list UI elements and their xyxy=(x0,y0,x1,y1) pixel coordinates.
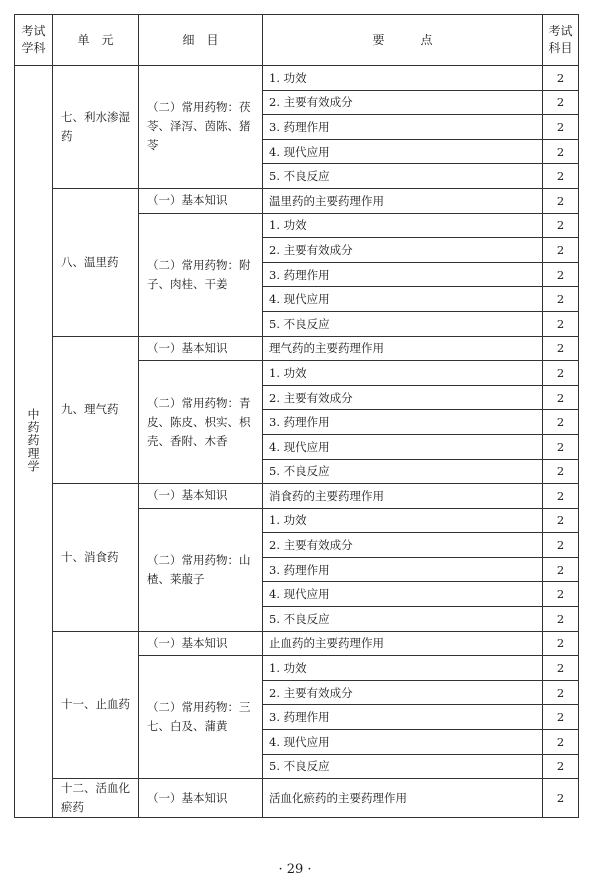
detail-cell: （一）基本知识 xyxy=(139,631,263,656)
table-header-row xyxy=(15,15,579,66)
detail-cell: （二）常用药物：附子、肉桂、干姜 xyxy=(139,213,263,336)
unit-cell: 十、消食药 xyxy=(53,484,139,632)
exam-cell: 2 xyxy=(543,631,579,656)
exam-cell: 2 xyxy=(543,213,579,238)
exam-cell: 2 xyxy=(543,410,579,435)
exam-cell: 2 xyxy=(543,434,579,459)
exam-cell: 2 xyxy=(543,164,579,189)
point-cell: 止血药的主要药理作用 xyxy=(263,631,543,656)
point-cell: 2. 主要有效成分 xyxy=(263,385,543,410)
exam-cell: 2 xyxy=(543,287,579,312)
header-subject: 考试 学科 xyxy=(15,15,53,66)
point-cell: 5. 不良反应 xyxy=(263,754,543,779)
table-row xyxy=(15,336,579,361)
point-cell: 4. 现代应用 xyxy=(263,287,543,312)
point-cell: 4. 现代应用 xyxy=(263,139,543,164)
detail-cell: （二）常用药物：茯苓、泽泻、茵陈、猪苓 xyxy=(139,66,263,189)
exam-cell: 2 xyxy=(543,238,579,263)
header-detail: 细 目 xyxy=(139,15,263,66)
exam-cell: 2 xyxy=(543,459,579,484)
point-cell: 2. 主要有效成分 xyxy=(263,533,543,558)
table-body xyxy=(15,66,579,818)
point-cell: 3. 药理作用 xyxy=(263,557,543,582)
point-cell: 3. 药理作用 xyxy=(263,262,543,287)
exam-cell: 2 xyxy=(543,754,579,779)
exam-cell: 2 xyxy=(543,66,579,91)
table-row xyxy=(15,66,579,91)
table-row xyxy=(15,779,579,818)
subject-cell xyxy=(15,66,53,818)
exam-cell: 2 xyxy=(543,508,579,533)
unit-cell: 十一、止血药 xyxy=(53,631,139,779)
detail-cell: （二）常用药物：青皮、陈皮、枳实、枳壳、香附、木香 xyxy=(139,361,263,484)
exam-cell: 2 xyxy=(543,557,579,582)
point-cell: 5. 不良反应 xyxy=(263,311,543,336)
exam-cell: 2 xyxy=(543,311,579,336)
detail-cell: （一）基本知识 xyxy=(139,188,263,213)
detail-cell: （二）常用药物：山楂、莱菔子 xyxy=(139,508,263,631)
unit-cell: 九、理气药 xyxy=(53,336,139,484)
table-row xyxy=(15,484,579,509)
point-cell: 4. 现代应用 xyxy=(263,582,543,607)
point-cell: 5. 不良反应 xyxy=(263,607,543,632)
exam-cell: 2 xyxy=(543,90,579,115)
exam-cell: 2 xyxy=(543,582,579,607)
point-cell: 3. 药理作用 xyxy=(263,705,543,730)
exam-cell: 2 xyxy=(543,656,579,681)
point-cell: 温里药的主要药理作用 xyxy=(263,188,543,213)
syllabus-table xyxy=(14,14,579,818)
exam-cell: 2 xyxy=(543,139,579,164)
exam-cell: 2 xyxy=(543,730,579,755)
detail-cell: （二）常用药物：三七、白及、蒲黄 xyxy=(139,656,263,779)
detail-cell: （一）基本知识 xyxy=(139,336,263,361)
table-row xyxy=(15,188,579,213)
point-cell: 1. 功效 xyxy=(263,656,543,681)
point-cell: 3. 药理作用 xyxy=(263,115,543,140)
point-cell: 1. 功效 xyxy=(263,213,543,238)
exam-cell: 2 xyxy=(543,385,579,410)
exam-cell: 2 xyxy=(543,607,579,632)
point-cell: 活血化瘀药的主要药理作用 xyxy=(263,779,543,818)
header-unit: 单 元 xyxy=(53,15,139,66)
unit-cell: 七、利水渗湿药 xyxy=(53,66,139,189)
point-cell: 1. 功效 xyxy=(263,66,543,91)
point-cell: 消食药的主要药理作用 xyxy=(263,484,543,509)
point-cell: 理气药的主要药理作用 xyxy=(263,336,543,361)
unit-cell: 十二、活血化瘀药 xyxy=(53,779,139,818)
detail-cell: （一）基本知识 xyxy=(139,779,263,818)
point-cell: 4. 现代应用 xyxy=(263,730,543,755)
point-cell: 5. 不良反应 xyxy=(263,459,543,484)
subject-name: 中药药理学 xyxy=(26,407,40,473)
exam-cell: 2 xyxy=(543,680,579,705)
point-cell: 2. 主要有效成分 xyxy=(263,680,543,705)
exam-cell: 2 xyxy=(543,484,579,509)
syllabus-sheet xyxy=(14,14,578,830)
exam-cell: 2 xyxy=(543,779,579,818)
exam-cell: 2 xyxy=(543,188,579,213)
header-exam: 考试 科目 xyxy=(543,15,579,66)
point-cell: 3. 药理作用 xyxy=(263,410,543,435)
point-cell: 2. 主要有效成分 xyxy=(263,90,543,115)
table-row xyxy=(15,631,579,656)
point-cell: 1. 功效 xyxy=(263,361,543,386)
exam-cell: 2 xyxy=(543,262,579,287)
point-cell: 1. 功效 xyxy=(263,508,543,533)
unit-cell: 八、温里药 xyxy=(53,188,139,336)
exam-cell: 2 xyxy=(543,336,579,361)
exam-cell: 2 xyxy=(543,705,579,730)
detail-cell: （一）基本知识 xyxy=(139,484,263,509)
exam-cell: 2 xyxy=(543,361,579,386)
header-points: 要 点 xyxy=(263,15,543,66)
point-cell: 2. 主要有效成分 xyxy=(263,238,543,263)
point-cell: 4. 现代应用 xyxy=(263,434,543,459)
exam-cell: 2 xyxy=(543,533,579,558)
exam-cell: 2 xyxy=(543,115,579,140)
page-number: · 29 · xyxy=(278,862,312,877)
point-cell: 5. 不良反应 xyxy=(263,164,543,189)
